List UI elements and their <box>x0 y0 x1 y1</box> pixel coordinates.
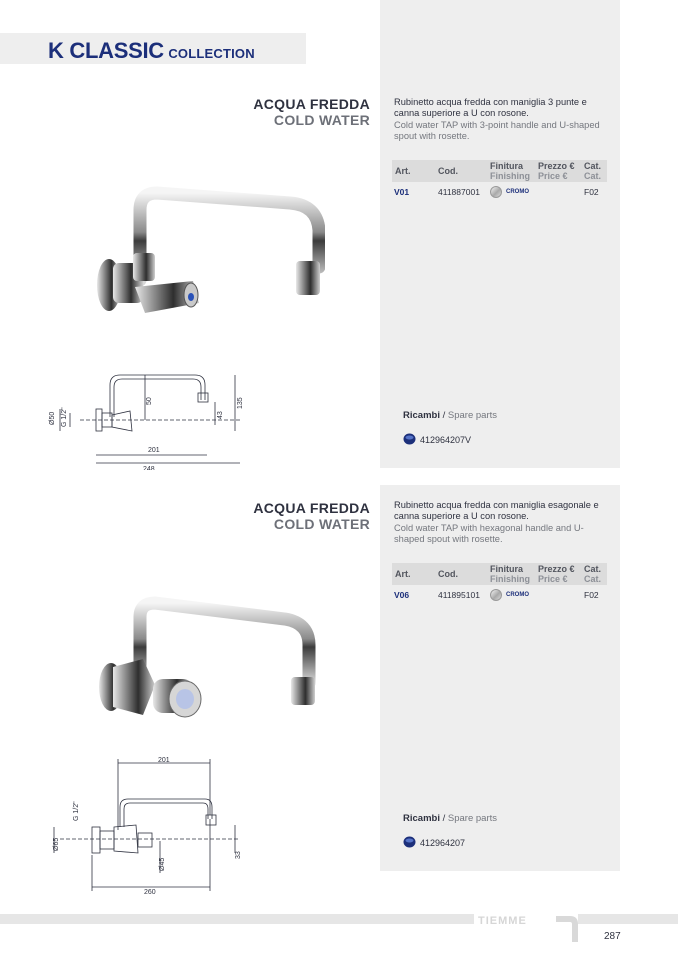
collection-name: K CLASSIC <box>48 38 164 63</box>
table-header <box>392 563 607 585</box>
spare-part-cartridge-icon <box>403 836 416 848</box>
product-1-table <box>392 160 607 200</box>
spare-label-en: Spare parts <box>447 813 498 824</box>
product-1-title <box>0 96 370 128</box>
dim-thread: G 1/2" <box>61 407 68 427</box>
product-1-title-en: COLD WATER <box>273 112 370 128</box>
chrome-swatch-icon <box>490 186 502 198</box>
row-art: V06 <box>394 590 410 600</box>
product-2-description <box>394 500 610 545</box>
product-1-title-it: ACQUA FREDDA <box>253 96 370 112</box>
col-price: Price € <box>538 171 568 181</box>
col-finishing: Finishing <box>490 171 530 181</box>
spare-part-cartridge-icon <box>403 433 416 445</box>
dim-width-248: 248 <box>143 466 155 470</box>
dim-height-43: 43 <box>217 411 224 419</box>
col-finishing: Finishing <box>490 574 530 584</box>
dim-height-135: 135 <box>237 397 244 409</box>
product-1-spare-code: 412964207V <box>420 435 472 445</box>
col-cod: Cod. <box>438 569 458 579</box>
dim-thread: G 1/2" <box>73 801 80 821</box>
row-finish: CROMO <box>506 189 529 195</box>
product-2-spare-heading <box>403 813 497 824</box>
col-cat-en: Cat. <box>584 171 602 181</box>
dim-diameter-65: Ø65 <box>53 837 60 851</box>
collection-label: COLLECTION <box>168 46 255 61</box>
row-cod: 411887001 <box>438 187 480 197</box>
spare-label-sep: / <box>439 410 448 421</box>
spare-label-it: Ricambi <box>403 410 440 421</box>
product-1-info-panel <box>380 0 620 468</box>
product-2-desc-en: Cold water TAP with hexagonal handle and U-shaped spout with rosette. <box>394 523 584 544</box>
product-1-spare-heading <box>403 410 497 421</box>
brand-logo <box>470 912 590 946</box>
dim-diameter: Ø50 <box>49 411 56 425</box>
page-title <box>48 38 255 64</box>
table-header <box>392 160 607 182</box>
col-cat-en: Cat. <box>584 574 602 584</box>
col-prezzo: Prezzo € <box>538 161 575 171</box>
row-cat: F02 <box>584 187 599 197</box>
chrome-swatch-icon <box>490 589 502 601</box>
col-finitura: Finitura <box>490 161 523 171</box>
product-1-description <box>394 97 610 142</box>
dim-height-33: 33 <box>235 851 242 859</box>
product-2-title-it: ACQUA FREDDA <box>253 500 370 516</box>
dim-width-201: 201 <box>148 447 160 454</box>
col-cat: Cat. <box>584 564 602 574</box>
table-row <box>392 184 607 200</box>
col-art: Art. <box>395 569 411 579</box>
brand-wordmark: TIEMME <box>478 915 527 927</box>
dim-height-50: 50 <box>146 397 153 405</box>
row-cod: 411895101 <box>438 590 480 600</box>
spare-label-sep: / <box>439 813 448 824</box>
row-cat: F02 <box>584 590 599 600</box>
product-1-technical-drawing <box>40 365 250 470</box>
product-2-spare-code: 412964207 <box>420 838 466 848</box>
dim-diameter-45: Ø45 <box>159 857 166 871</box>
dim-width-260: 260 <box>144 889 156 895</box>
dim-width-201: 201 <box>158 757 170 764</box>
product-2-desc-it: Rubinetto acqua fredda con maniglia esagonale e canna superiore a U con rosone. <box>394 500 599 521</box>
product-1-desc-it: Rubinetto acqua fredda con maniglia 3 punte e canna superiore a U con rosone. <box>394 97 587 118</box>
product-1-desc-en: Cold water TAP with 3-point handle and U-shaped spout with rosette. <box>394 120 600 141</box>
col-prezzo: Prezzo € <box>538 564 575 574</box>
col-price: Price € <box>538 574 568 584</box>
product-2-title-en: COLD WATER <box>273 516 370 532</box>
product-2-table <box>392 563 607 603</box>
col-cat: Cat. <box>584 161 602 171</box>
product-2-photo <box>95 595 325 735</box>
product-2-title <box>0 500 370 532</box>
col-art: Art. <box>395 166 411 176</box>
row-art: V01 <box>394 187 410 197</box>
product-1-photo <box>95 185 325 335</box>
spare-label-it: Ricambi <box>403 813 440 824</box>
col-cod: Cod. <box>438 166 458 176</box>
page-number: 287 <box>604 931 621 942</box>
col-finitura: Finitura <box>490 564 523 574</box>
table-row <box>392 587 607 603</box>
spare-label-en: Spare parts <box>447 410 498 421</box>
product-2-technical-drawing <box>40 755 250 895</box>
row-finish: CROMO <box>506 592 529 598</box>
